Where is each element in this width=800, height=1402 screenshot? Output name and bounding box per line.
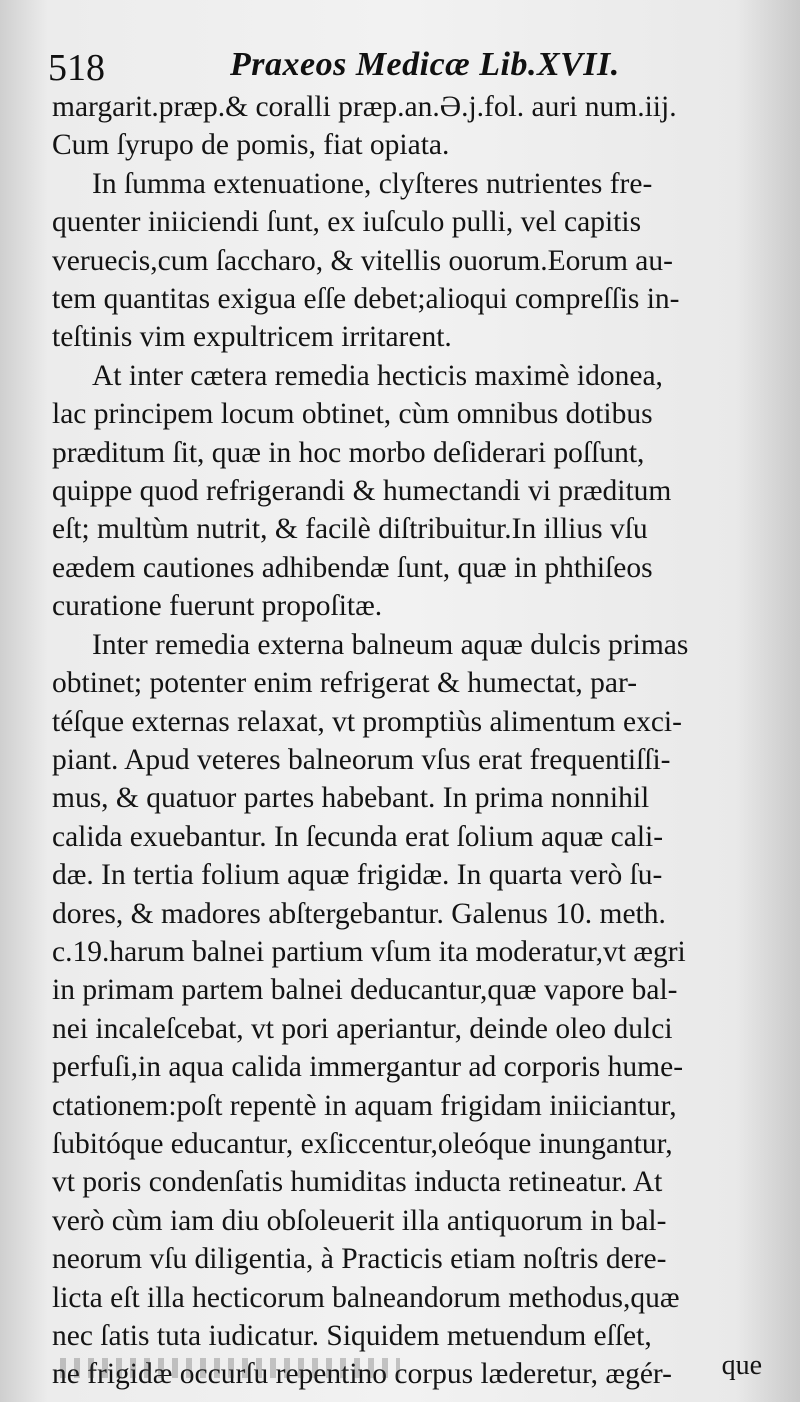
- text-line: perfuſi,in aqua calida immergantur ad corporis hume-: [52, 1051, 684, 1084]
- text-line: margarit.præp.& coralli præp.an.Ə.j.fol. auri num.iij.: [52, 91, 677, 123]
- text-line: curatione fuerunt propoſitæ.: [52, 590, 383, 623]
- page-number: 518: [48, 47, 105, 89]
- text-line: vt poris condenſatis humiditas inducta retineatur. At: [52, 1166, 663, 1199]
- text-line: obtinet; potenter enim refrigerat & humectat, par-: [52, 667, 638, 700]
- text-line: téſque externas relaxat, vt promptiùs alimentum exci-: [52, 705, 682, 738]
- text-line: At inter cætera remedia hecticis maximè idonea,: [92, 359, 663, 392]
- page-header: [40, 40, 760, 92]
- text-line: tem quantitas exigua eſſe debet;alioqui compreſſis in-: [52, 283, 680, 316]
- text-line: lac principem locum obtinet, cùm omnibus dotibus: [52, 398, 653, 431]
- text-line: c.19.harum balnei partium vſum ita moderatur,vt ægri: [52, 935, 686, 968]
- text-line: veruecis,cum ſaccharo, & vitellis ouorum.Eorum au-: [52, 244, 673, 277]
- text-line: dores, & madores abſtergebantur. Galenus 10. meth.: [52, 897, 666, 930]
- text-line: neorum vſu diligentia, à Practicis etiam noſtris dere-: [52, 1243, 667, 1276]
- text-line: præditum ſit, quæ in hoc morbo deſiderari poſſunt,: [52, 436, 645, 469]
- text-line: licta eſt illa hecticorum balneandorum methodus,quæ: [52, 1281, 680, 1314]
- text-line: nei incaleſcebat, vt pori aperiantur, deinde oleo dulci: [52, 1012, 673, 1045]
- text-line: eſt; multùm nutrit, & facilè diſtribuitur.In illius vſu: [52, 513, 648, 546]
- text-line: ſubitóque educantur, exſiccentur,oleóque inungantur,: [52, 1127, 673, 1160]
- text-line: ctationem:poſt repentè in aquam frigidam iniiciantur,: [52, 1089, 677, 1122]
- text-line: dæ. In tertia folium aquæ frigidæ. In quarta verò ſu-: [52, 859, 663, 892]
- text-line: In ſumma extenuatione, clyſteres nutrientes fre-: [92, 167, 653, 200]
- text-line: teſtinis vim expultricem irritarent.: [52, 321, 452, 354]
- text-line: calida exuebantur. In ſecunda erat ſolium aquæ cali-: [52, 820, 664, 853]
- text-line: Inter remedia externa balneum aquæ dulcis primas: [92, 628, 689, 661]
- text-line: piant. Apud veteres balneorum vſus erat frequentiſſi-: [52, 743, 671, 776]
- text-line: eædem cautiones adhibendæ ſunt, quæ in phthiſeos: [52, 551, 653, 584]
- catchword: que: [721, 1350, 762, 1381]
- text-line: mus, & quatuor partes habebant. In prima nonnihil: [52, 782, 650, 815]
- bleed-through-marks: [60, 1358, 400, 1378]
- text-line: verò cùm iam diu obſoleuerit illa antiquorum in bal-: [52, 1204, 667, 1237]
- text-line: Cum ſyrupo de pomis, fiat opiata.: [52, 129, 450, 162]
- text-line: ne frigidæ occurſu repentino corpus læderetur, ægér-: [52, 1358, 672, 1391]
- text-line: quippe quod refrigerandi & humectandi vi præditum: [52, 475, 672, 508]
- text-line: in primam partem balnei deducantur,quæ vapore bal-: [52, 974, 678, 1007]
- text-line: quenter iniiciendi ſunt, ex iuſculo pulli, vel capitis: [52, 206, 642, 239]
- running-title: Praxeos Medicæ Lib.XVII.: [230, 46, 620, 83]
- body-text: [52, 88, 770, 1394]
- text-line: nec ſatis tuta iudicatur. Siquidem metuendum eſſet,: [52, 1320, 652, 1352]
